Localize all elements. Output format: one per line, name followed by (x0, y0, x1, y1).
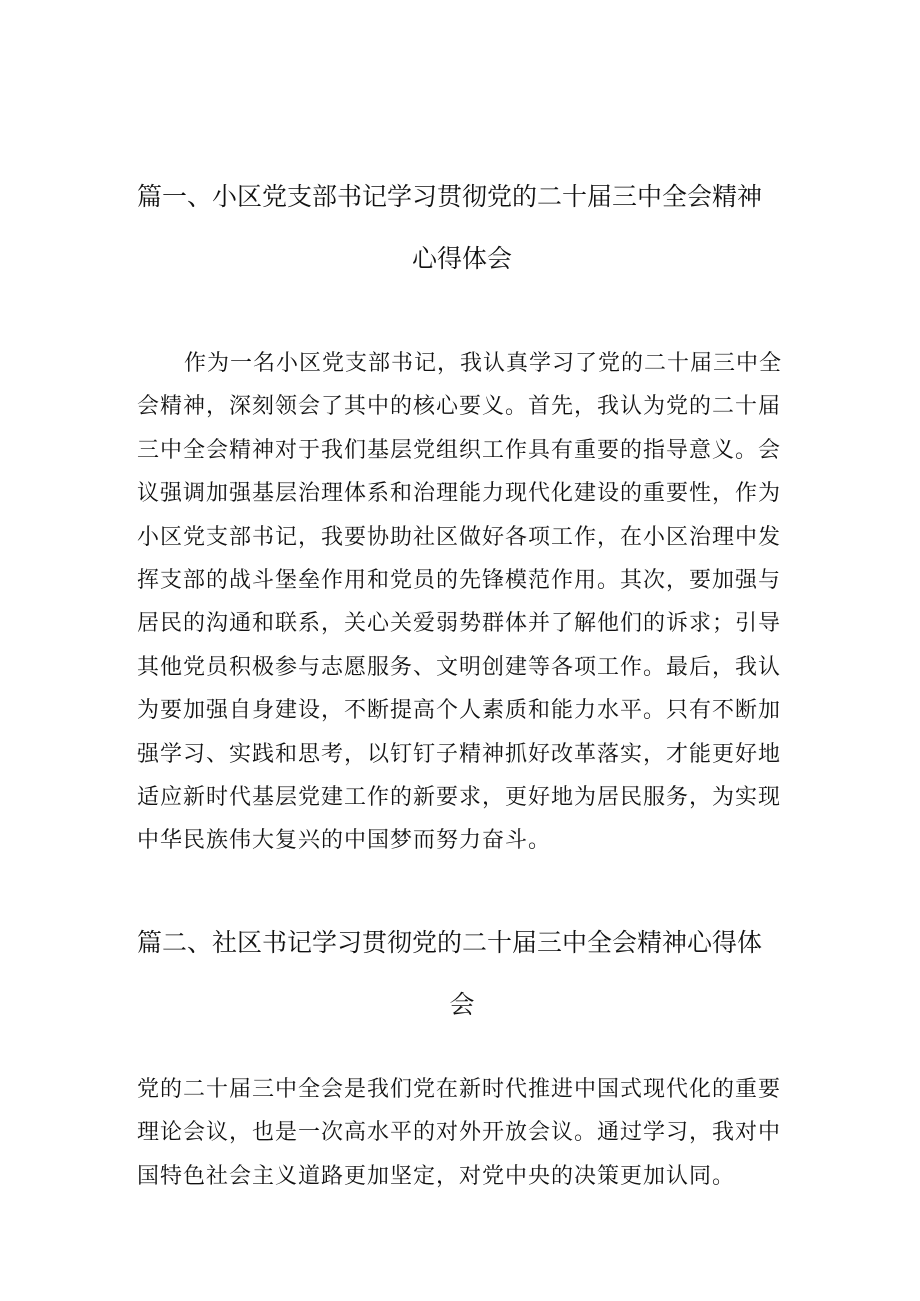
section1-body: 作为一名小区党支部书记，我认真学习了党的二十届三中全会精神，深刻领会了其中的核心要义。首先，我认为党的二十届三中全会精神对于我们基层党组织工作具有重要的指导意义。会议强调加强基层治理体系和治理能力现代化建设的重要性，作为小区党支部书记，我要协助社区做好各项工作，在小区治理中发挥支部的战斗堡垒作用和党员的先锋模范作用。其次，要加强与居民的沟通和联系，关心关爱弱势群体并了解他们的诉求；引导其他党员积极参与志愿服务、文明创建等各项工作。最后，我认为要加强自身建设，不断提高个人素质和能力水平。只有不断加强学习、实践和思考，以钉钉子精神抓好改革落实，才能更好地适应新时代基层党建工作的新要求，更好地为居民服务，为实现中华民族伟大复兴的中国梦而努力奋斗。 (137, 351, 783, 854)
section2-title (137, 912, 787, 1036)
section2-title-line2: 会 (449, 990, 475, 1019)
section1-title-line1: 篇一、小区党支部书记学习贯彻党的二十届三中全会精神 (137, 182, 763, 211)
section2-body: 党的二十届三中全会是我们党在新时代推进中国式现代化的重要理论会议，也是一次高水平的对外开放会议。通过学习，我对中国特色社会主义道路更加坚定，对党中央的决策更加认同。 (137, 1077, 782, 1189)
section1-title-line2: 心得体会 (411, 244, 512, 273)
section2-title-line1: 篇二、社区书记学习贯彻党的二十届三中全会精神心得体 (137, 928, 763, 957)
section1-title (137, 166, 787, 290)
